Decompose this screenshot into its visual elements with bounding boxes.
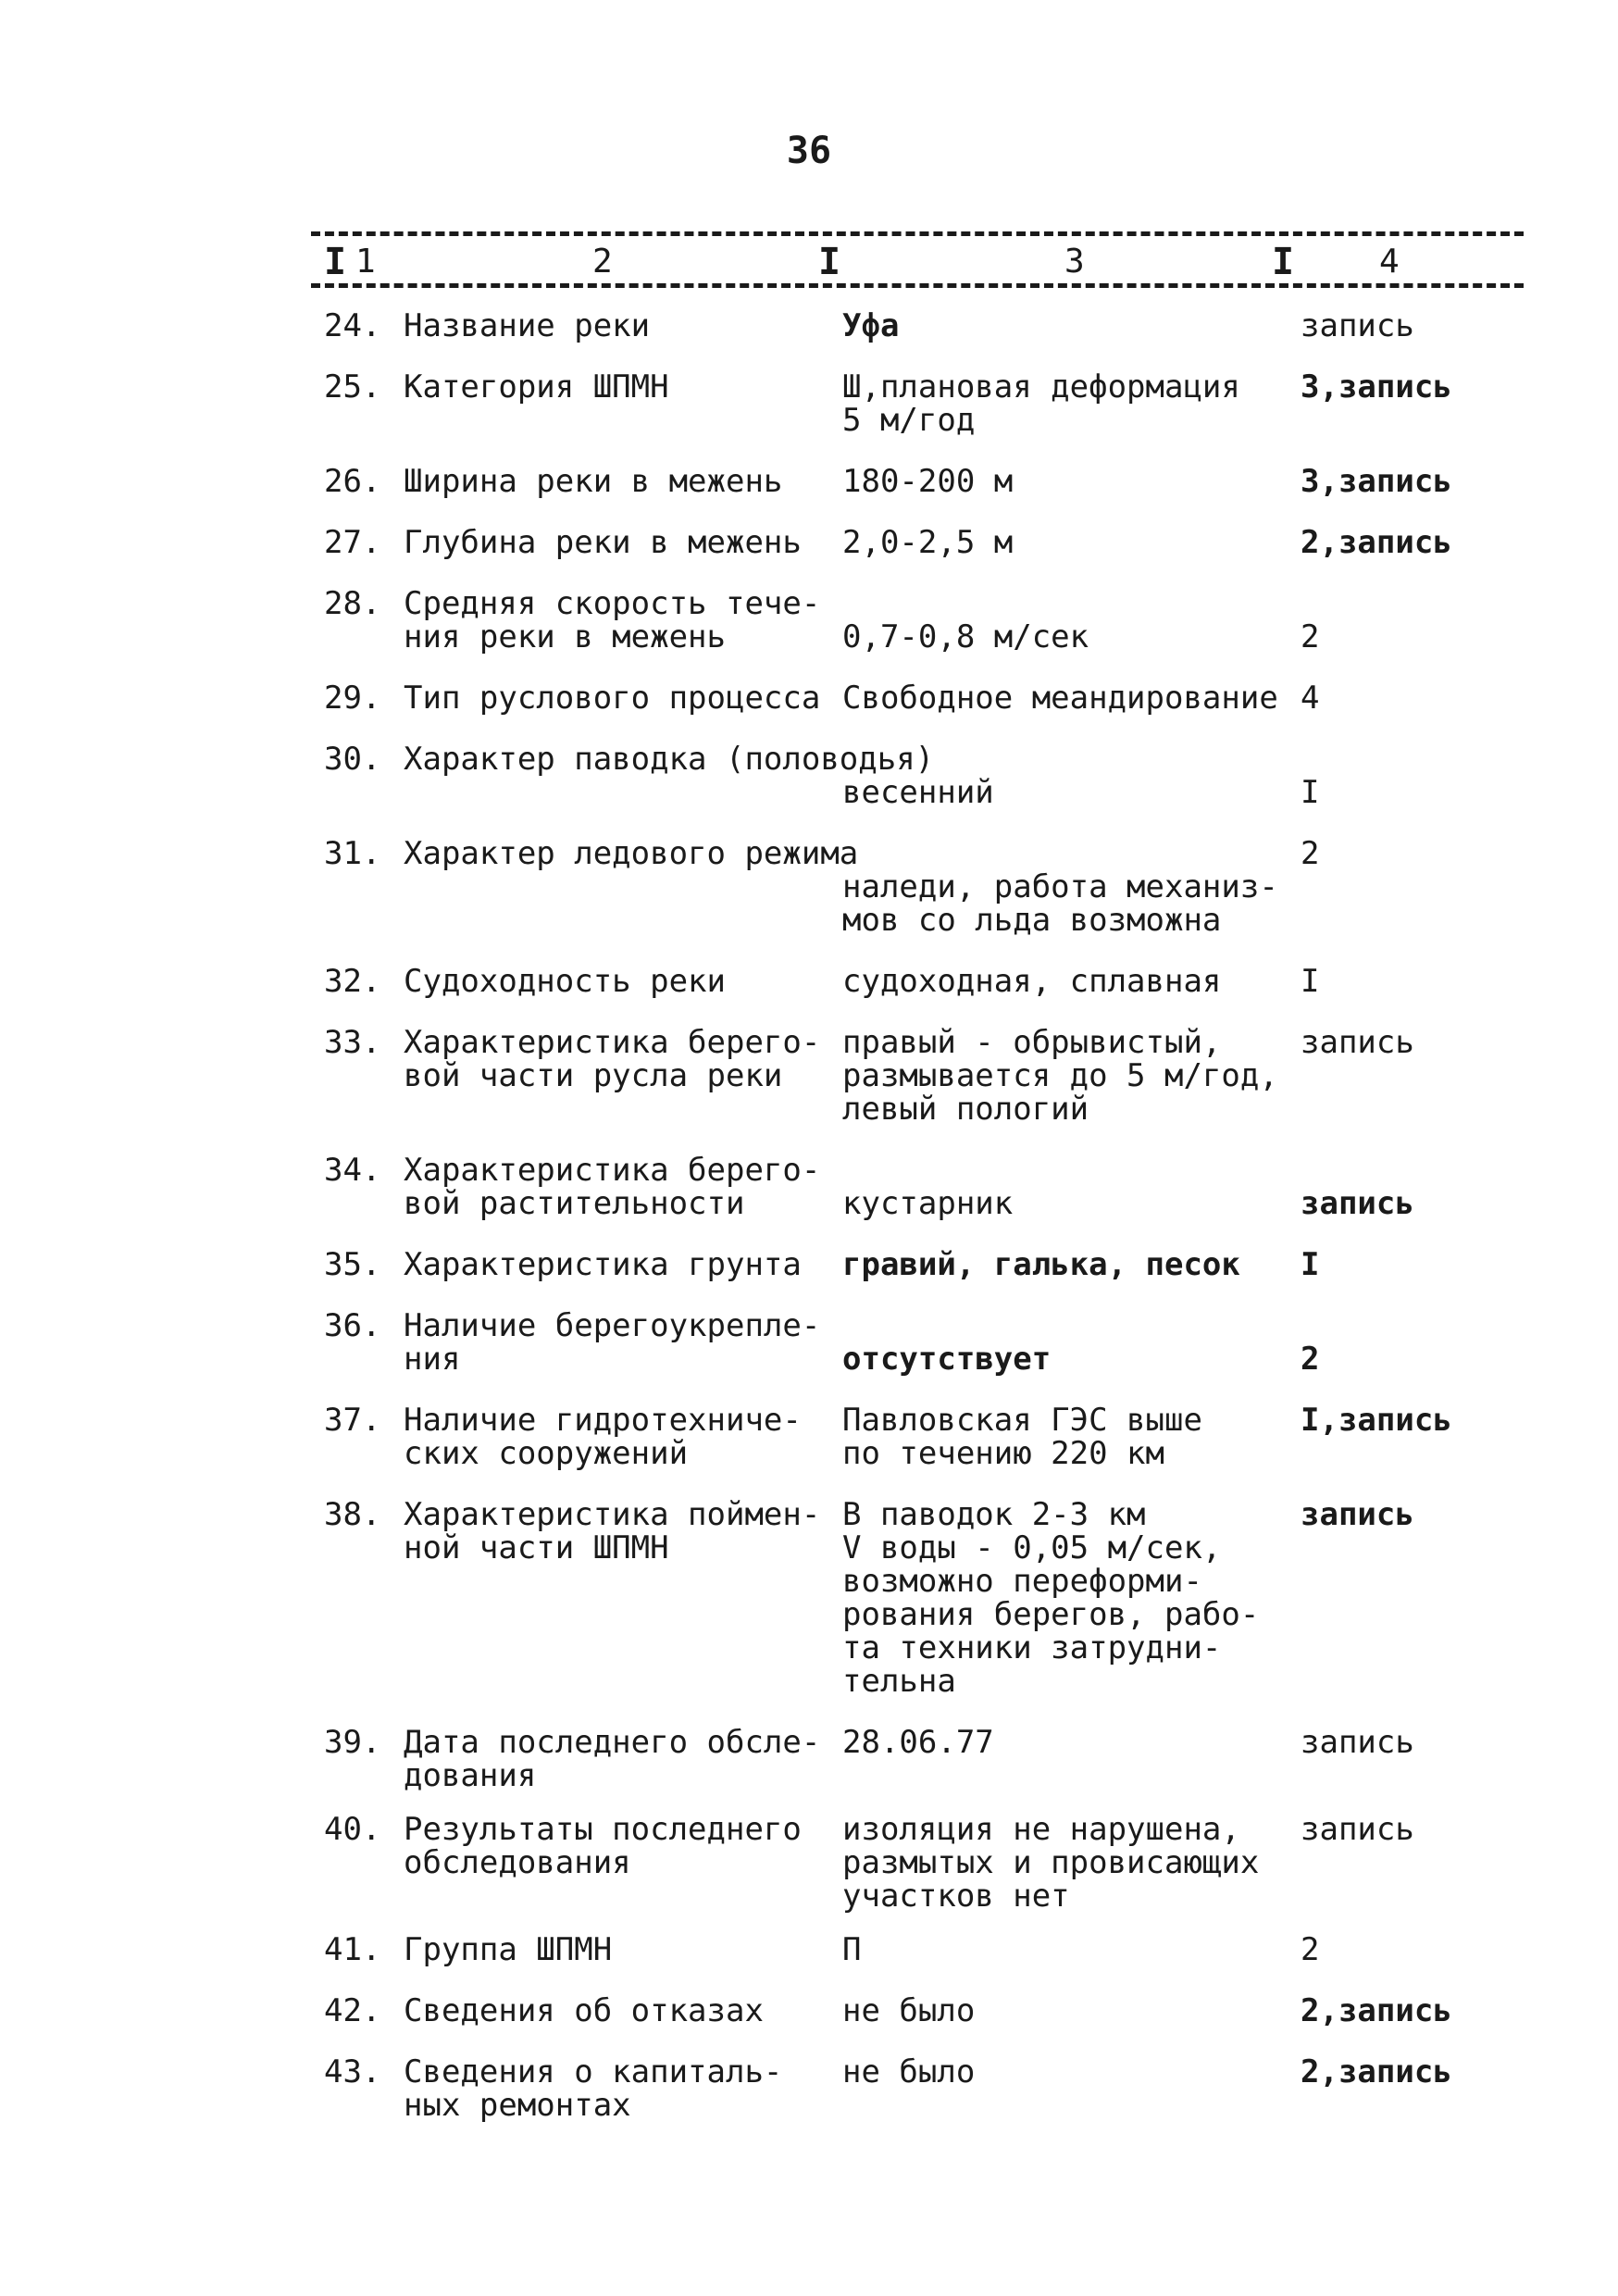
table-row bbox=[324, 1498, 1518, 1698]
row-number: 31. bbox=[324, 835, 381, 872]
table-row bbox=[324, 1154, 1518, 1220]
row-value: правый - обрывистый, размывается до 5 м/год, левый пологий bbox=[842, 1024, 1278, 1128]
table-body bbox=[324, 309, 1518, 2150]
table-row bbox=[324, 465, 1518, 498]
row-number: 41. bbox=[324, 1931, 381, 1968]
table-row bbox=[324, 370, 1518, 437]
row-note: 2 bbox=[1301, 1341, 1320, 1378]
row-name: Характеристика поймен- ной части ШПМН bbox=[404, 1496, 821, 1566]
table-row bbox=[324, 1726, 1518, 1792]
row-name: Наличие берегоукрепле- ния bbox=[404, 1307, 821, 1378]
row-number: 33. bbox=[324, 1024, 381, 1061]
row-number: 36. bbox=[324, 1307, 381, 1344]
table-row bbox=[324, 837, 1518, 937]
row-name: Глубина реки в межень bbox=[404, 524, 802, 561]
row-number: 40. bbox=[324, 1811, 381, 1848]
table-header bbox=[311, 222, 1524, 296]
row-note: запись bbox=[1301, 1724, 1414, 1761]
row-name: Название реки bbox=[404, 307, 651, 344]
row-note: запись bbox=[1301, 1496, 1414, 1533]
row-name: Сведения об отказах bbox=[404, 1992, 764, 2029]
row-number: 43. bbox=[324, 2053, 381, 2090]
row-name: Тип руслового процесса bbox=[404, 680, 821, 717]
row-note: 2,запись bbox=[1301, 2053, 1452, 2090]
row-value: В паводок 2-3 км V воды - 0,05 м/сек, возможно переформи- рования берегов, рабо- та техники затрудни- тельна bbox=[842, 1496, 1260, 1700]
table-row bbox=[324, 1309, 1518, 1376]
header-separator: I bbox=[324, 241, 347, 283]
row-note: 2,запись bbox=[1301, 1992, 1452, 2029]
row-value: не было bbox=[842, 2053, 976, 2090]
row-name: Характеристика берего- вой растительности bbox=[404, 1152, 821, 1222]
row-number: 29. bbox=[324, 680, 381, 717]
row-name: Характер паводка (половодья) bbox=[404, 741, 935, 778]
row-value: Уфа bbox=[842, 307, 900, 344]
row-number: 35. bbox=[324, 1246, 381, 1283]
row-number: 32. bbox=[324, 963, 381, 1000]
row-name: Дата последнего обсле- дования bbox=[404, 1724, 821, 1794]
row-value: П bbox=[842, 1931, 862, 1968]
row-note: I bbox=[1301, 1246, 1320, 1283]
row-name: Сведения о капиталь- ных ремонтах bbox=[404, 2053, 783, 2124]
table-row bbox=[324, 965, 1518, 998]
row-value: Павловская ГЭС выше по течению 220 км bbox=[842, 1402, 1202, 1472]
row-name: Средняя скорость тече- ния реки в межень bbox=[404, 585, 821, 655]
row-note: запись bbox=[1301, 1024, 1414, 1061]
table-row bbox=[324, 1994, 1518, 2028]
row-number: 30. bbox=[324, 741, 381, 778]
header-col-1: 1 bbox=[352, 243, 380, 281]
row-note: 2,запись bbox=[1301, 524, 1452, 561]
header-bottom-rule bbox=[311, 283, 1524, 288]
header-col-2: 2 bbox=[589, 243, 616, 281]
table-row bbox=[324, 2055, 1518, 2122]
row-number: 26. bbox=[324, 463, 381, 500]
table-row bbox=[324, 1813, 1518, 1913]
row-value: не было bbox=[842, 1992, 976, 2029]
row-number: 38. bbox=[324, 1496, 381, 1533]
row-value: изоляция не нарушена, размытых и провисающих участков нет bbox=[842, 1811, 1260, 1915]
row-value: 2,0-2,5 м bbox=[842, 524, 1014, 561]
table-row bbox=[324, 1404, 1518, 1470]
row-note: запись bbox=[1301, 307, 1414, 344]
row-note: I,запись bbox=[1301, 1402, 1452, 1439]
row-note: запись bbox=[1301, 1185, 1414, 1222]
row-note: I bbox=[1301, 774, 1320, 811]
row-value: гравий, галька, песок bbox=[842, 1246, 1240, 1283]
row-note: 2 bbox=[1301, 618, 1320, 655]
row-value: Ш,плановая деформация 5 м/год bbox=[842, 368, 1240, 439]
table-row bbox=[324, 526, 1518, 559]
row-name: Характеристика берего- вой части русла реки bbox=[404, 1024, 821, 1094]
row-note: 4 bbox=[1301, 680, 1320, 717]
table-row bbox=[324, 681, 1518, 715]
row-number: 25. bbox=[324, 368, 381, 406]
header-col-4: 4 bbox=[1375, 243, 1403, 281]
row-value: 0,7-0,8 м/сек bbox=[842, 618, 1089, 655]
row-name: Характеристика грунта bbox=[404, 1246, 802, 1283]
header-separator: I bbox=[1272, 241, 1295, 283]
row-note: 2 bbox=[1301, 835, 1320, 872]
row-value: Свободное меандирование bbox=[842, 680, 1278, 717]
header-col-3: 3 bbox=[1061, 243, 1089, 281]
row-number: 42. bbox=[324, 1992, 381, 2029]
row-note: 2 bbox=[1301, 1931, 1320, 1968]
header-separator: I bbox=[818, 241, 841, 283]
table-row bbox=[324, 1026, 1518, 1126]
row-number: 34. bbox=[324, 1152, 381, 1189]
row-value: наледи, работа механиз- мов со льда возможна bbox=[842, 868, 1278, 939]
row-note: 3,запись bbox=[1301, 463, 1452, 500]
row-note: 3,запись bbox=[1301, 368, 1452, 406]
table-row bbox=[324, 1933, 1518, 1966]
row-note: I bbox=[1301, 963, 1320, 1000]
row-name: Судоходность реки bbox=[404, 963, 726, 1000]
row-name: Группа ШПМН bbox=[404, 1931, 613, 1968]
row-number: 28. bbox=[324, 585, 381, 622]
row-value: 180-200 м bbox=[842, 463, 1014, 500]
row-number: 27. bbox=[324, 524, 381, 561]
row-number: 24. bbox=[324, 307, 381, 344]
row-value: судоходная, сплавная bbox=[842, 963, 1222, 1000]
row-value: отсутствует bbox=[842, 1341, 1052, 1378]
table-row bbox=[324, 309, 1518, 343]
row-note: запись bbox=[1301, 1811, 1414, 1848]
table-row bbox=[324, 742, 1518, 809]
row-name: Категория ШПМН bbox=[404, 368, 669, 406]
row-name: Характер ледового режима bbox=[404, 835, 859, 872]
table-row bbox=[324, 1248, 1518, 1281]
row-value: кустарник bbox=[842, 1185, 1014, 1222]
page-number: 36 bbox=[786, 130, 832, 172]
row-name: Наличие гидротехниче- ских сооружений bbox=[404, 1402, 802, 1472]
table-row bbox=[324, 587, 1518, 654]
row-name: Результаты последнего обследования bbox=[404, 1811, 802, 1881]
row-name: Ширина реки в межень bbox=[404, 463, 783, 500]
row-value: весенний bbox=[842, 774, 994, 811]
row-number: 37. bbox=[324, 1402, 381, 1439]
header-top-rule bbox=[311, 231, 1524, 236]
row-number: 39. bbox=[324, 1724, 381, 1761]
row-value: 28.06.77 bbox=[842, 1724, 994, 1761]
